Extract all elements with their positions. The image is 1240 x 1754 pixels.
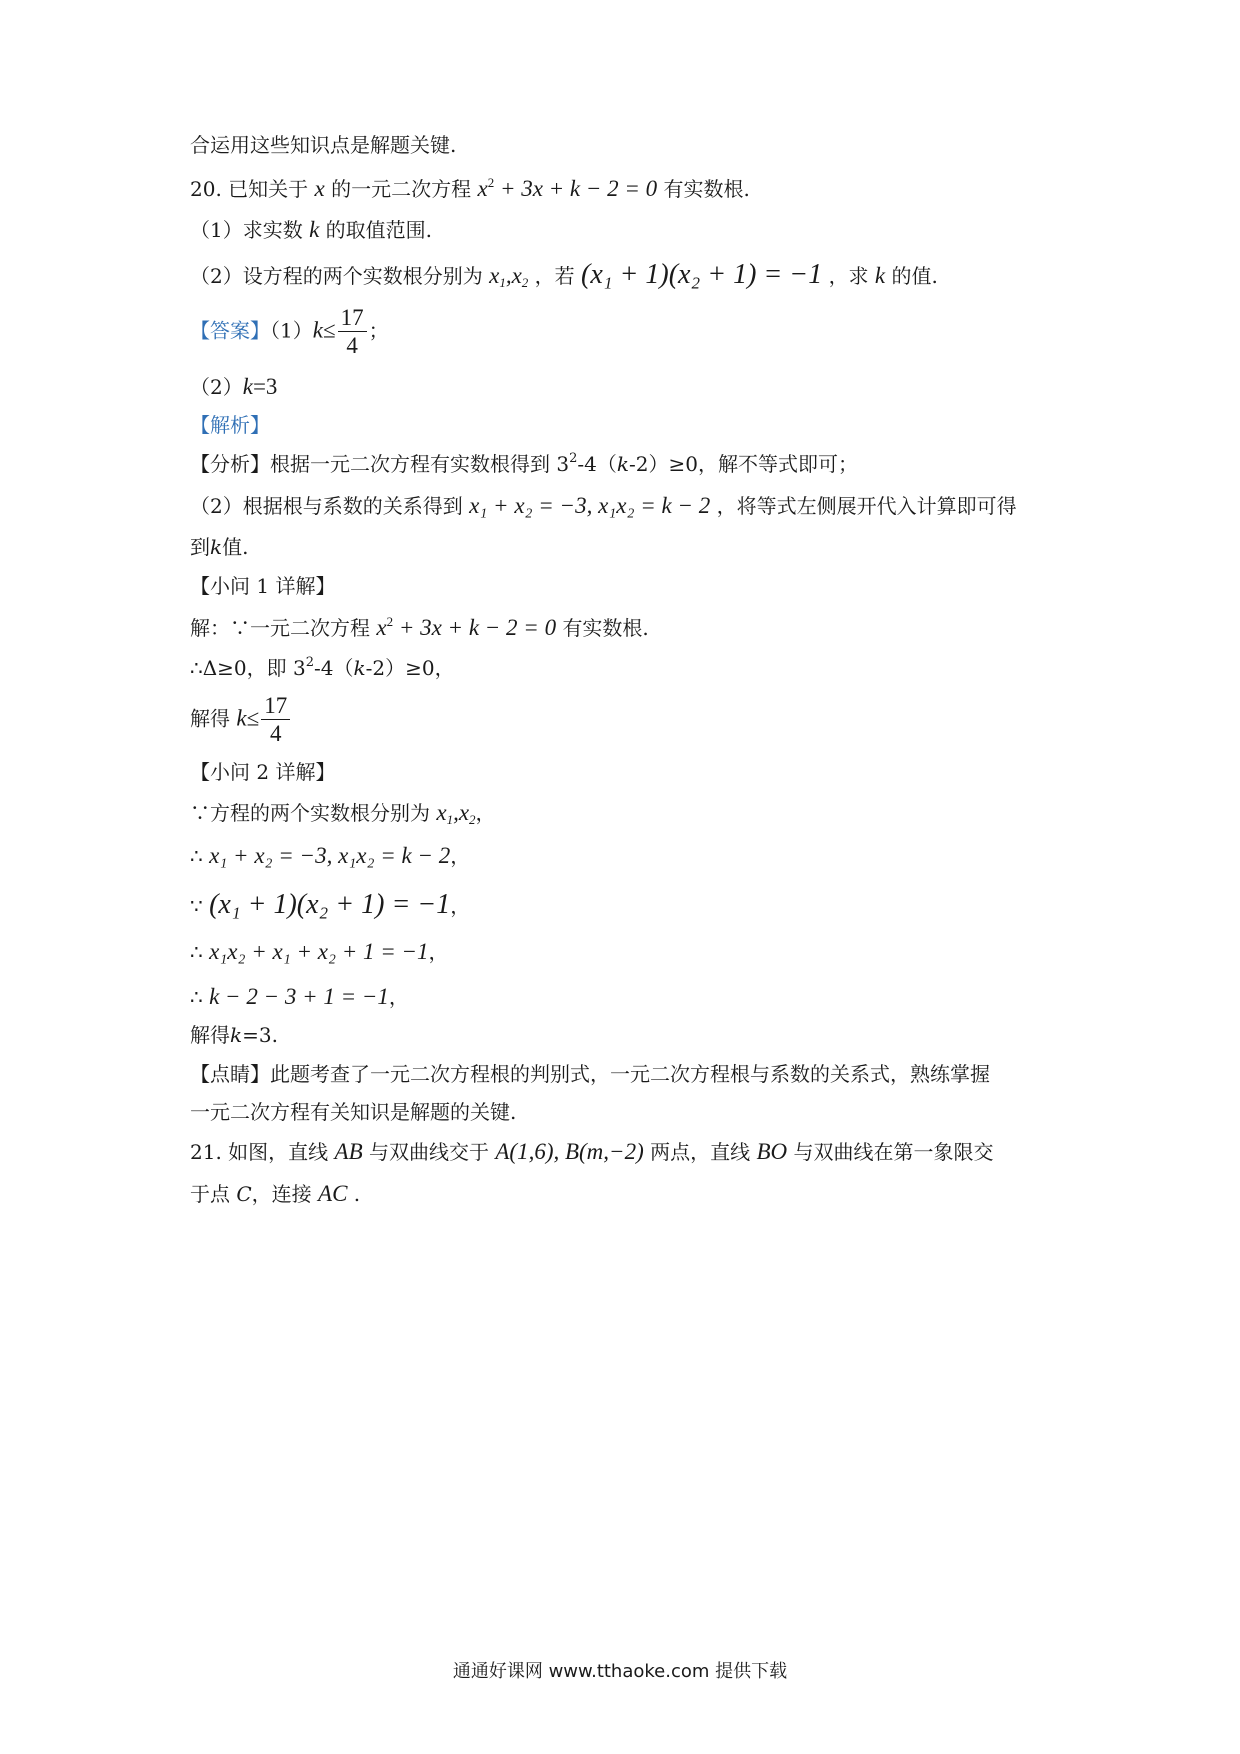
solution-2-line-5 bbox=[190, 983, 409, 1011]
roots-x1-x2: $x_1,x_2$ bbox=[436, 800, 476, 827]
solution-2-result bbox=[190, 1023, 278, 1047]
text-span: 有实数根. bbox=[562, 616, 649, 640]
math-expr: + 3x + k − 2 = 0 bbox=[494, 176, 658, 201]
math-sup: 2 bbox=[386, 614, 394, 629]
math-var: x bbox=[436, 800, 447, 825]
text-span: ，连接 bbox=[251, 1182, 312, 1206]
math-var: x bbox=[458, 800, 470, 825]
text-line bbox=[190, 133, 456, 157]
expanded-equation: x₁x₂ + x₁ + x₂ + 1 = −1 bbox=[209, 939, 429, 964]
text-span: 的一元二次方程 bbox=[331, 177, 472, 201]
therefore-symbol: ∴ bbox=[190, 940, 203, 964]
math-sub: 2 bbox=[521, 275, 529, 290]
math-var: x bbox=[314, 176, 325, 201]
quadratic-equation bbox=[477, 176, 657, 201]
fraction-17-4 bbox=[338, 305, 367, 359]
text-span: （2）根据根与系数的关系得到 bbox=[190, 494, 463, 518]
math-var: k bbox=[616, 452, 629, 476]
math-sub: 1 bbox=[446, 812, 454, 827]
condition-equation: (x₁ + 1)(x₂ + 1) = −1 bbox=[209, 889, 451, 920]
text-span: 到 bbox=[190, 535, 210, 559]
condition-equation: (x₁ + 1)(x₂ + 1) = −1 bbox=[581, 259, 823, 290]
text-span: ，求 bbox=[828, 264, 869, 288]
text-span: 与双曲线在第一象限交 bbox=[793, 1140, 994, 1164]
text-span: 根据一元二次方程有实数根得到 3 bbox=[270, 452, 570, 476]
section-tag: 【点睛】 bbox=[190, 1062, 270, 1086]
answer-part-2 bbox=[190, 373, 277, 401]
math-expr: + 3x + k − 2 = 0 bbox=[393, 615, 557, 640]
subquestion-1-tag bbox=[190, 574, 335, 598]
text-span: 【小问 2 详解】 bbox=[190, 760, 336, 784]
text-span: ， bbox=[450, 894, 471, 918]
fraction-17-4 bbox=[261, 693, 290, 747]
text-span: 解得 bbox=[190, 1023, 230, 1047]
text-span: ， bbox=[388, 985, 409, 1009]
text-span: 与双曲线交于 bbox=[369, 1140, 489, 1164]
substituted-equation: k − 2 − 3 + 1 = −1 bbox=[209, 984, 389, 1009]
math-var: x bbox=[489, 263, 500, 288]
text-span: 于点 bbox=[190, 1182, 230, 1206]
text-span: 合运用这些知识点是解题关键. bbox=[190, 133, 457, 157]
text-span: ， bbox=[450, 844, 471, 868]
page-footer: 通通好课网 www.tthaoke.com 提供下载 bbox=[452, 1661, 788, 1682]
math-var: k bbox=[312, 317, 323, 343]
text-span: （2） bbox=[190, 375, 243, 399]
text-span: 两点，直线 bbox=[650, 1140, 751, 1164]
math-var: k bbox=[353, 656, 366, 680]
text-span: （1）求实数 bbox=[190, 218, 303, 242]
line-bo: BO bbox=[756, 1139, 788, 1164]
math-sup: 2 bbox=[487, 175, 495, 190]
text-span: -2）≥0，解不等式即可； bbox=[628, 452, 858, 476]
question-21-line-1 bbox=[190, 1138, 993, 1166]
text-span: （1） bbox=[270, 318, 313, 343]
math-var: x bbox=[376, 615, 387, 640]
math-var: k bbox=[874, 263, 886, 288]
solution-2-line-2 bbox=[190, 842, 470, 870]
text-span: -4（ bbox=[577, 452, 617, 476]
text-span: . bbox=[353, 1182, 361, 1206]
section-tag: 【分析】 bbox=[190, 452, 270, 476]
summary-line-1 bbox=[190, 1062, 990, 1086]
solution-1-line-2 bbox=[190, 655, 455, 680]
solution-1-line-1 bbox=[190, 614, 649, 642]
question-number: 20. 已知关于 bbox=[190, 177, 309, 201]
text-span: ∵方程的两个实数根分别为 bbox=[190, 801, 430, 825]
analysis-line-1 bbox=[190, 451, 858, 476]
math-sub: 1 bbox=[499, 275, 506, 290]
answer-part-1 bbox=[190, 305, 389, 359]
segment-ac: AC bbox=[318, 1181, 348, 1206]
fraction-numerator: 17 bbox=[261, 693, 290, 720]
analysis-tag bbox=[190, 413, 270, 437]
fraction-denominator: 4 bbox=[269, 721, 282, 747]
solution-2-line-3 bbox=[190, 888, 470, 922]
text-span: =3. bbox=[242, 1023, 278, 1047]
fraction-numerator: 17 bbox=[338, 305, 367, 332]
solution-2-line-1 bbox=[190, 799, 496, 828]
question-20-part-2 bbox=[190, 258, 938, 292]
math-var: k bbox=[210, 535, 223, 559]
summary-line-2 bbox=[190, 1100, 516, 1124]
math-op: ≤ bbox=[246, 705, 260, 731]
text-span: ，若 bbox=[534, 264, 575, 288]
fraction-denominator: 4 bbox=[346, 333, 358, 359]
therefore-symbol: ∴ bbox=[190, 844, 203, 868]
question-20-part-1 bbox=[190, 216, 432, 244]
analysis-line-2 bbox=[190, 492, 1017, 520]
answer-tag: 【答案】 bbox=[190, 318, 270, 343]
text-span: ∴Δ≥0，即 3 bbox=[190, 656, 306, 680]
text-span: 【解析】 bbox=[190, 413, 270, 437]
text-span: -2）≥0， bbox=[365, 656, 455, 680]
quadratic-equation bbox=[376, 615, 556, 640]
math-op: ≤ bbox=[322, 317, 336, 343]
text-span: ； bbox=[368, 318, 389, 343]
math-var: k bbox=[309, 217, 320, 242]
because-symbol: ∵ bbox=[190, 894, 203, 918]
solution-2-line-4 bbox=[190, 938, 449, 966]
text-span: 【小问 1 详解】 bbox=[190, 574, 336, 598]
text-span: 一元二次方程有关知识是解题的关键. bbox=[190, 1100, 517, 1124]
question-21-line-2 bbox=[190, 1180, 360, 1208]
text-span: 解：∵一元二次方程 bbox=[190, 616, 370, 640]
math-sup: 2 bbox=[305, 655, 315, 670]
math-var: k bbox=[242, 374, 253, 399]
math-var: x bbox=[511, 263, 522, 288]
therefore-symbol: ∴ bbox=[190, 985, 203, 1009]
text-span: 的取值范围. bbox=[325, 218, 433, 242]
math-var: x bbox=[477, 176, 488, 201]
math-sup: 2 bbox=[569, 451, 578, 466]
math-var: k bbox=[236, 705, 247, 731]
roots-x1-x2: $x_1,x_2$ bbox=[489, 263, 529, 290]
text-span: 解得 bbox=[190, 706, 230, 731]
question-20-stem bbox=[190, 175, 750, 203]
text-span: ， bbox=[428, 940, 449, 964]
text-span: 21. 如图，直线 bbox=[190, 1140, 329, 1164]
line-ab: AB bbox=[334, 1139, 363, 1164]
text-span: -4（ bbox=[314, 656, 354, 680]
math-var: k bbox=[230, 1023, 243, 1047]
vieta-relation: x₁ + x₂ = −3, x₁x₂ = k − 2 bbox=[469, 493, 711, 518]
text-span: 的值. bbox=[891, 264, 938, 288]
analysis-line-3 bbox=[190, 535, 248, 559]
math-expr: =3 bbox=[252, 374, 278, 399]
text-span: ，将等式左侧展开代入计算即可得 bbox=[716, 494, 1017, 518]
point-c: C bbox=[236, 1182, 252, 1206]
text-span: （2）设方程的两个实数根分别为 bbox=[190, 264, 483, 288]
intersection-points: A(1,6), B(m,−2) bbox=[495, 1139, 644, 1164]
text-span: 有实数根. bbox=[663, 177, 750, 201]
vieta-relation: x₁ + x₂ = −3, x₁x₂ = k − 2 bbox=[209, 843, 451, 868]
text-span: 值. bbox=[222, 535, 249, 559]
text-span: ， bbox=[475, 801, 496, 825]
solution-1-line-3 bbox=[190, 693, 292, 747]
text-span: 此题考查了一元二次方程根的判别式，一元二次方程根与系数的关系式，熟练掌握 bbox=[270, 1062, 990, 1086]
subquestion-2-tag bbox=[190, 760, 335, 784]
math-sub: 2 bbox=[469, 812, 476, 827]
